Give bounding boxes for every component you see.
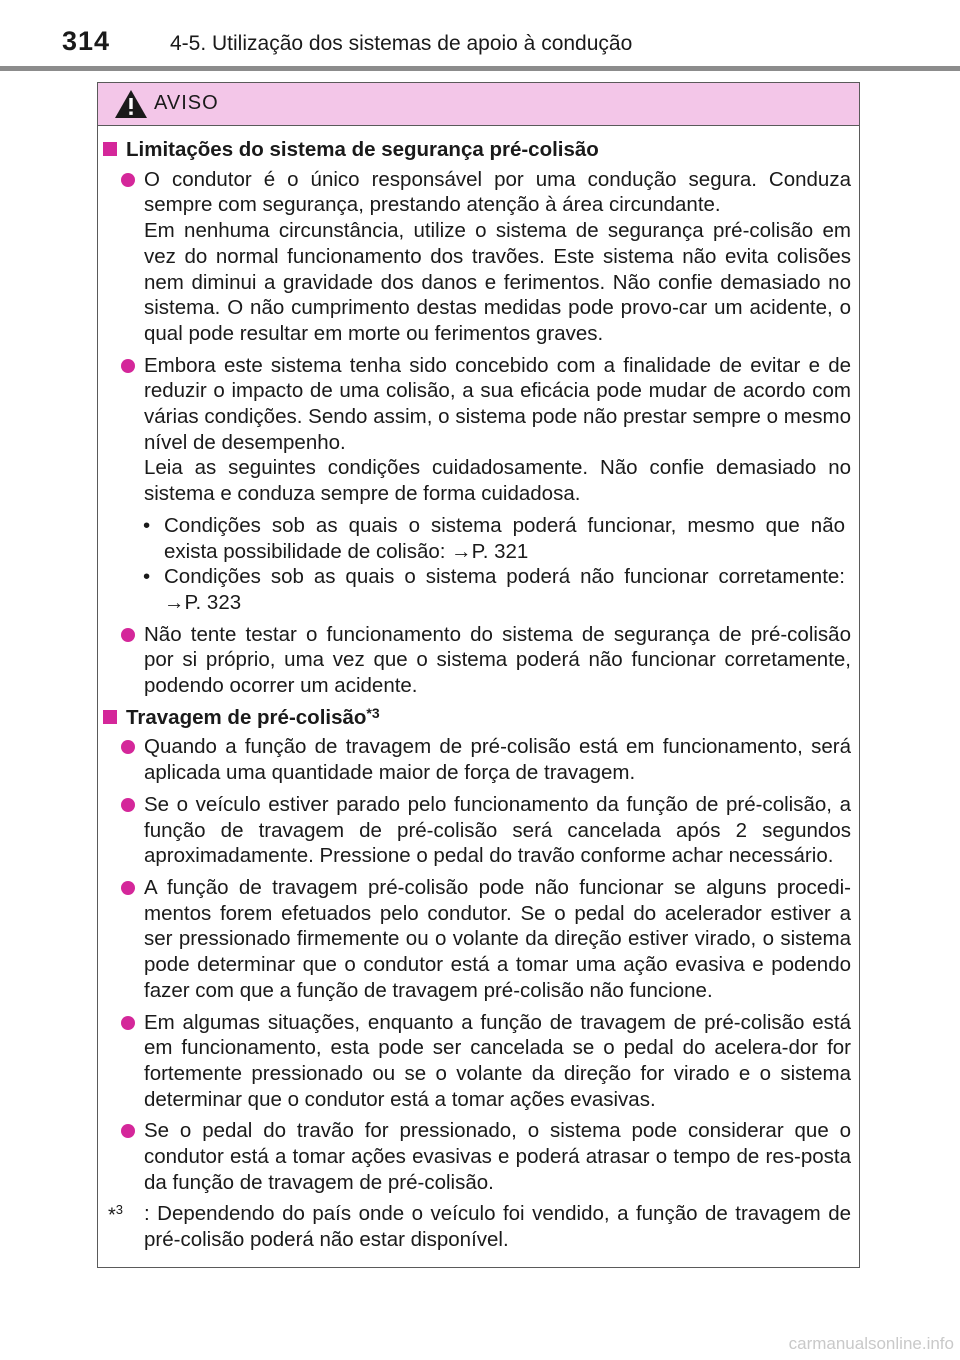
header-divider [0, 66, 960, 71]
warning-box [97, 82, 860, 1268]
paragraph: Em nenhuma circunstância, utilize o sistema de segurança pré-colisão em vez do normal funcionamento dos travões. Este sistema não evita colisões nem diminui a gravidade dos danos e ferimentos. Não confie demasiado no sistema. O não cumprimento destas medidas pode provo-car um acidente, o qual pode resultar em morte ou ferimentos graves. [144, 219, 851, 345]
paragraph: O condutor é o único responsável por uma condução segura. Conduza sempre com segurança, prestando atenção à área circundante. [144, 167, 851, 217]
circle-bullet-icon [121, 359, 135, 373]
sub-item-text: Condições sob as quais o sistema poderá funcionar, mesmo que não exista possibilidade de colisão: [164, 513, 845, 563]
paragraph: Se o veículo estiver parado pelo funcionamento da função de pré-colisão, a função de travagem de pré-colisão será cancelada após 2 segundos aproximadamente. Pressione o pedal do travão conforme achar necessário. [144, 792, 851, 868]
sub-item-text: Condições sob as quais o sistema poderá não funcionar corretamente: [164, 565, 845, 589]
footnote-text: : Dependendo do país onde o veículo foi vendido, a função de travagem de pré-colisão poderá não estar disponível. [144, 1202, 851, 1252]
list-item [98, 622, 859, 699]
circle-bullet-icon [121, 628, 135, 642]
page-reference-link[interactable]: P. 323 [184, 590, 242, 614]
paragraph: Embora este sistema tenha sido concebido com a finalidade de evitar e de reduzir o impacto de uma colisão, a sua eficácia pode mudar de acordo com várias condições. Sendo assim, o sistema pode não prestar sempre o mesmo nível de desempenho. [144, 353, 851, 454]
list-item [98, 167, 859, 347]
warning-label: AVISO [154, 92, 219, 114]
page-number: 314 [62, 26, 111, 56]
sub-bullet: • [143, 565, 151, 589]
arrow-icon: → [451, 539, 472, 563]
sub-list-item [98, 564, 859, 615]
sub-bullet: • [143, 513, 151, 537]
arrow-icon: → [164, 590, 185, 614]
watermark: carmanualsonline.info [788, 1334, 954, 1353]
list-item [98, 875, 859, 1004]
heading-text: Limitações do sistema de segurança pré-colisão [126, 138, 599, 161]
section-heading-braking [98, 705, 859, 731]
circle-bullet-icon [121, 798, 135, 812]
list-item [98, 1118, 859, 1195]
paragraph: Em algumas situações, enquanto a função de travagem de pré-colisão está em funcionamento, esta pode ser cancelada se o pedal do acelera-dor for fortemente pressionado ou se o volante da direção for virado e o sistema determinar que o condutor está a tomar ações evasivas. [144, 1010, 851, 1111]
paragraph: Não tente testar o funcionamento do sistema de segurança de pré-colisão por si próprio, uma vez que o sistema poderá não funcionar corretamente, podendo ocorrer um acidente. [144, 622, 851, 698]
paragraph: Quando a função de travagem de pré-colisão está em funcionamento, será aplicada uma quantidade maior de força de travagem. [144, 735, 851, 785]
paragraph: Leia as seguintes condições cuidadosamente. Não confie demasiado no sistema e conduza sempre de forma cuidadosa. [144, 456, 851, 506]
heading-text: Travagem de pré-colisão [126, 705, 367, 729]
square-bullet-icon [103, 142, 117, 156]
warning-content [98, 137, 859, 1253]
paragraph: A função de travagem pré-colisão pode não funcionar se alguns procedi-mentos forem efetuados pelo condutor. Se o pedal do acelerador estiver a ser pressionado firmemente ou o volante da direção estiver virado, o sistema pode determinar que o condutor está a tomar uma ação evasiva e podendo fazer com que a função de travagem pré-colisão não funcione. [144, 875, 851, 1002]
square-bullet-icon [103, 710, 117, 724]
sub-list-item [98, 513, 859, 564]
warning-header [98, 83, 859, 126]
circle-bullet-icon [121, 1124, 135, 1138]
list-item [98, 1010, 859, 1113]
section-heading-limitations [98, 137, 859, 163]
footnote-reference: *3 [366, 704, 380, 721]
paragraph: Se o pedal do travão for pressionado, o sistema pode considerar que o condutor está a tomar ações evasivas e poderá atrasar o tempo de res-posta da função de travagem de pré-colisão. [144, 1119, 851, 1194]
page-reference-link[interactable]: P. 321 [471, 539, 529, 563]
list-item [98, 353, 859, 507]
warning-triangle-icon [114, 89, 148, 119]
list-item [98, 792, 859, 869]
footnote [98, 1201, 859, 1252]
circle-bullet-icon [121, 881, 135, 895]
circle-bullet-icon [121, 1016, 135, 1030]
section-title: 4-5. Utilização dos sistemas de apoio à condução [170, 32, 633, 55]
circle-bullet-icon [121, 173, 135, 187]
circle-bullet-icon [121, 740, 135, 754]
list-item [98, 734, 859, 785]
footnote-mark: *$^3$ [108, 1202, 124, 1228]
